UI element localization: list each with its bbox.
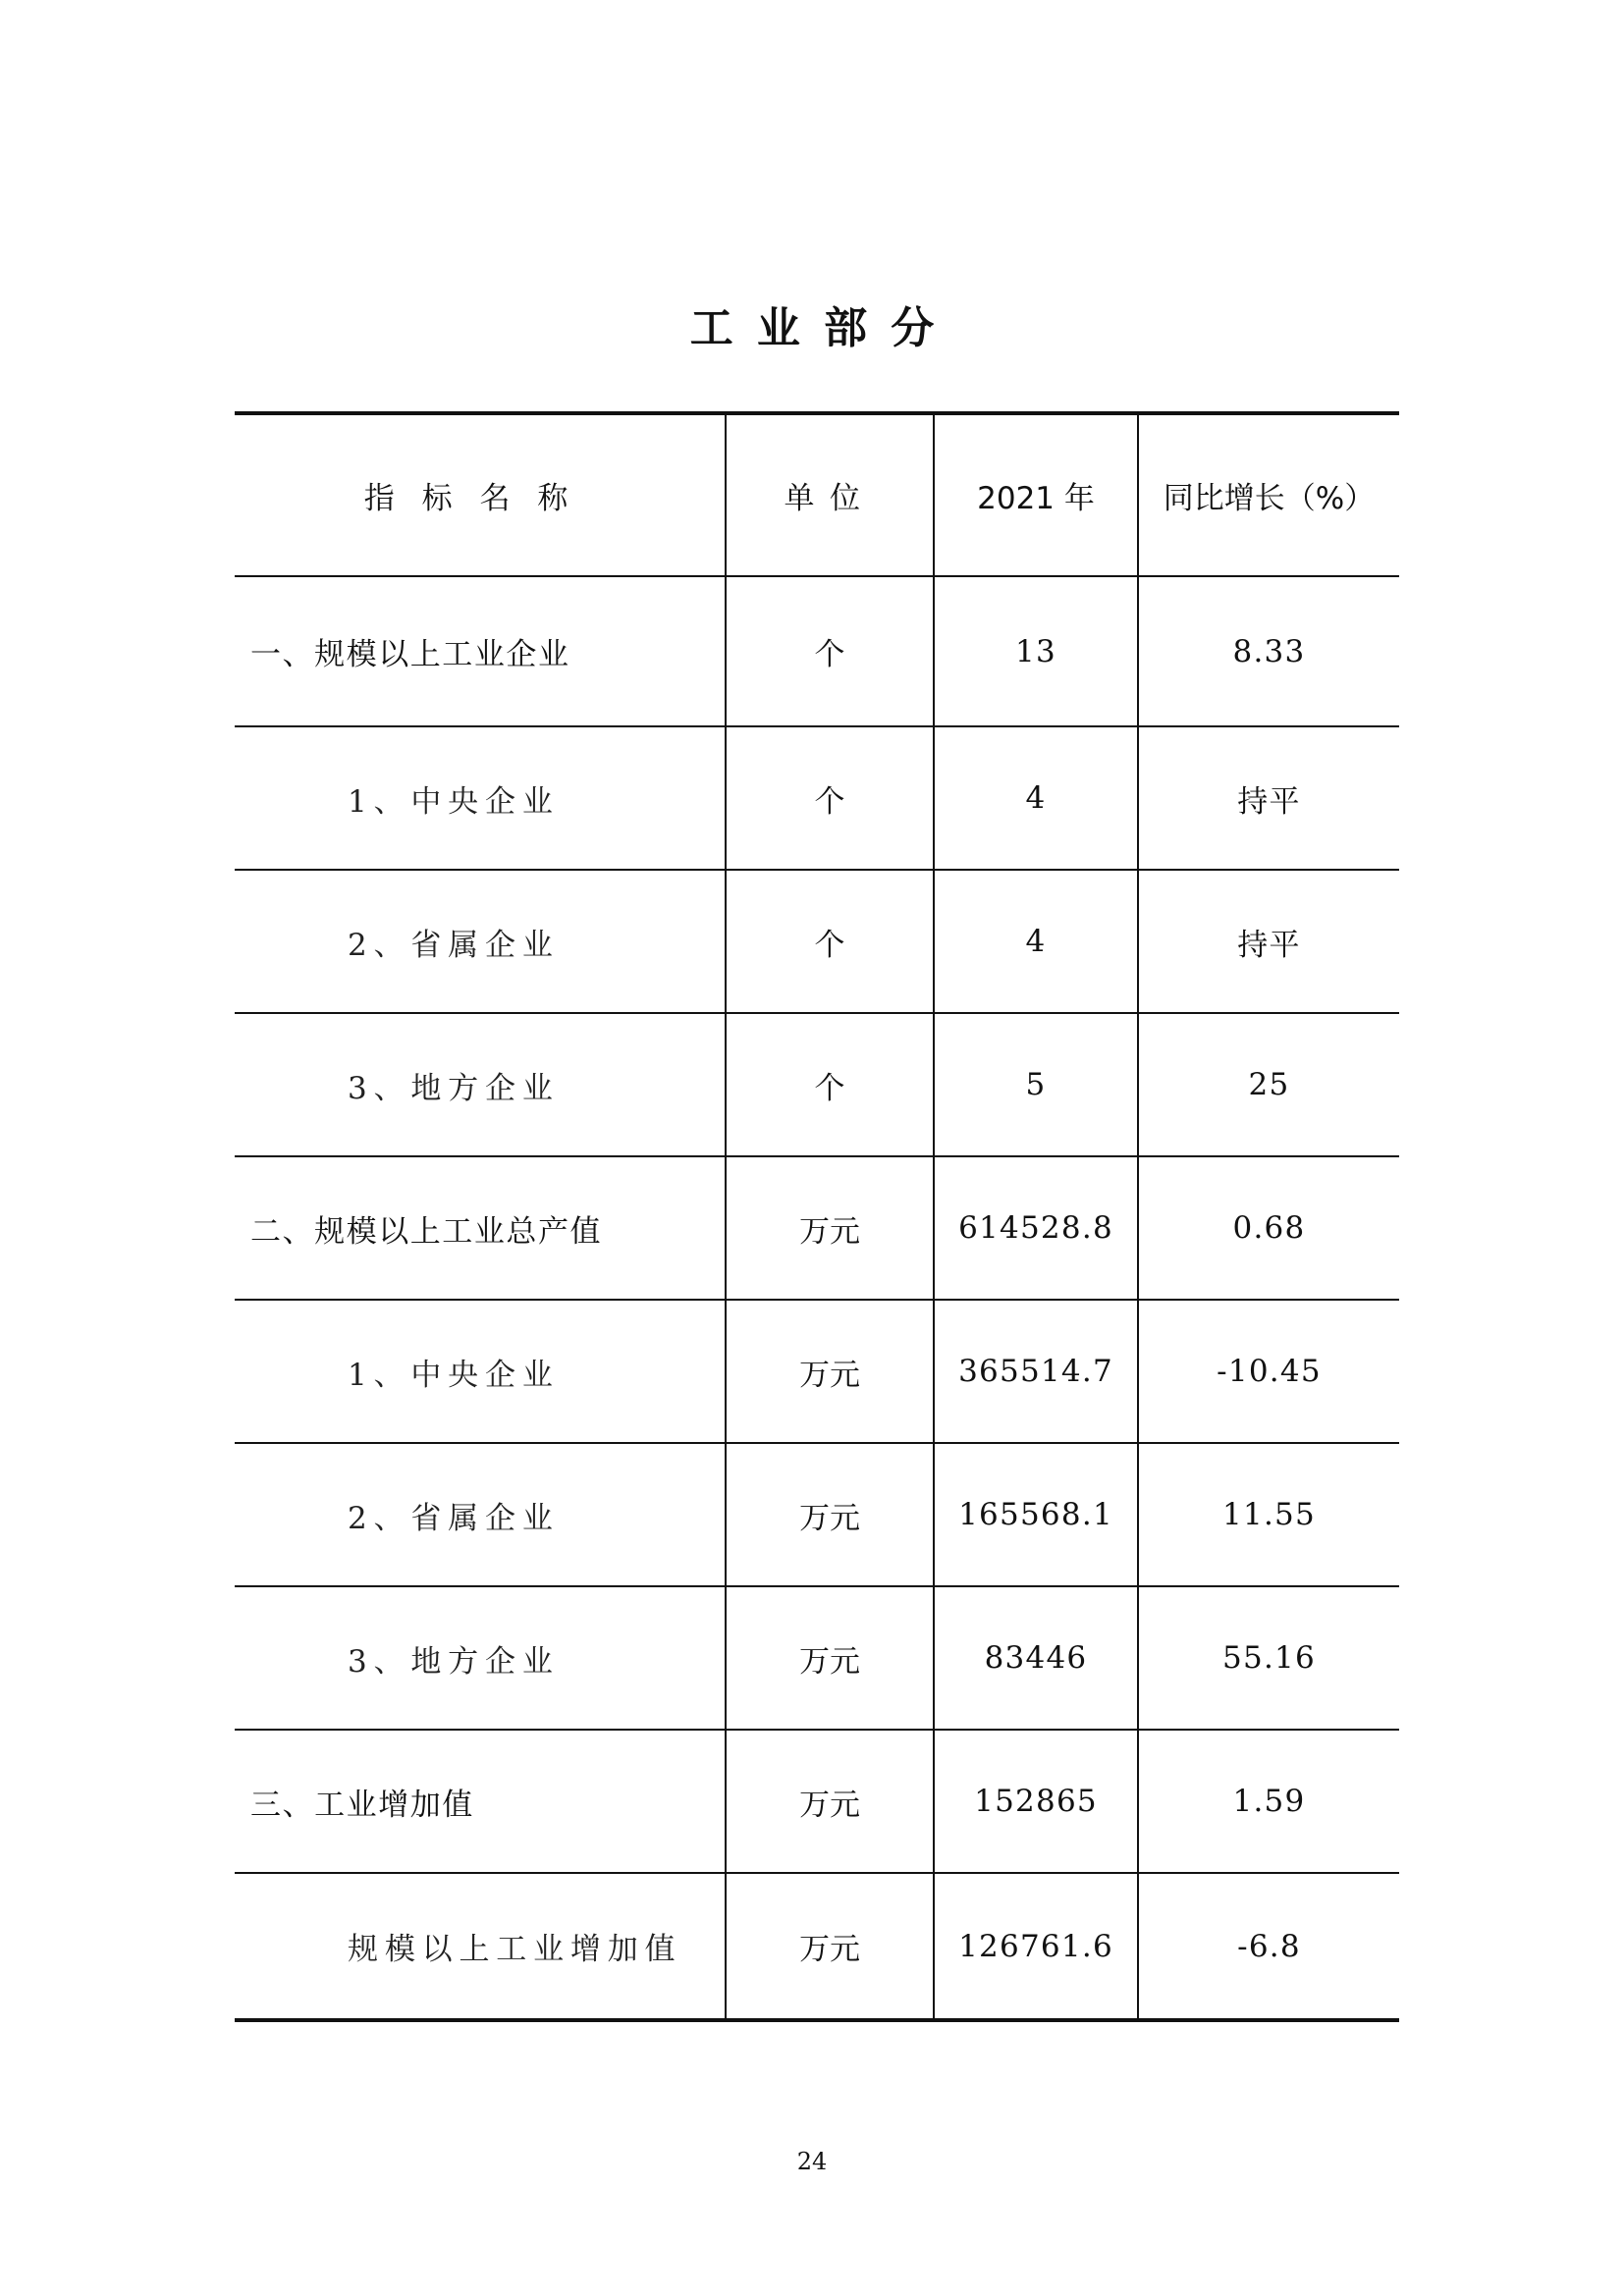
header-yoy-growth: 同比增长（%） (1138, 413, 1399, 576)
header-year-2021: 2021 年 (934, 413, 1138, 576)
table-row (235, 1873, 1399, 2020)
table-row (235, 1013, 1399, 1156)
unit-cell: 个 (726, 1013, 934, 1156)
value-cell: 83446 (934, 1586, 1138, 1730)
value-cell: 152865 (934, 1730, 1138, 1873)
value-cell: 13 (934, 576, 1138, 726)
indicator-name: 1、中央企业 (235, 726, 726, 870)
value-cell: 4 (934, 726, 1138, 870)
header-unit: 单位 (726, 413, 934, 576)
table-row (235, 870, 1399, 1013)
statistics-table (235, 411, 1399, 2022)
unit-cell: 个 (726, 576, 934, 726)
value-cell: 4 (934, 870, 1138, 1013)
unit-cell: 万元 (726, 1300, 934, 1443)
indicator-name: 规模以上工业增加值 (235, 1873, 726, 2020)
indicator-name: 3、地方企业 (235, 1013, 726, 1156)
indicator-name: 二、规模以上工业总产值 (235, 1156, 726, 1300)
unit-cell: 万元 (726, 1156, 934, 1300)
unit-cell: 万元 (726, 1443, 934, 1586)
growth-cell: 0.68 (1138, 1156, 1399, 1300)
value-cell: 614528.8 (934, 1156, 1138, 1300)
table-row (235, 1156, 1399, 1300)
indicator-name: 3、地方企业 (235, 1586, 726, 1730)
value-cell: 365514.7 (934, 1300, 1138, 1443)
page-number: 24 (796, 2148, 828, 2175)
growth-cell: 持平 (1138, 726, 1399, 870)
indicator-name: 2、省属企业 (235, 1443, 726, 1586)
table-row (235, 576, 1399, 726)
table-row (235, 1443, 1399, 1586)
table-header-row (235, 413, 1399, 576)
page-title: 工业部分 (689, 303, 958, 353)
unit-cell: 个 (726, 870, 934, 1013)
unit-cell: 万元 (726, 1873, 934, 2020)
unit-cell: 万元 (726, 1586, 934, 1730)
indicator-name: 一、规模以上工业企业 (235, 576, 726, 726)
indicator-name: 1、中央企业 (235, 1300, 726, 1443)
indicator-name: 2、省属企业 (235, 870, 726, 1013)
unit-cell: 万元 (726, 1730, 934, 1873)
growth-cell: -6.8 (1138, 1873, 1399, 2020)
table-row (235, 726, 1399, 870)
growth-cell: 11.55 (1138, 1443, 1399, 1586)
growth-cell: 1.59 (1138, 1730, 1399, 1873)
table-row (235, 1730, 1399, 1873)
value-cell: 165568.1 (934, 1443, 1138, 1586)
growth-cell: -10.45 (1138, 1300, 1399, 1443)
table-row (235, 1300, 1399, 1443)
value-cell: 126761.6 (934, 1873, 1138, 2020)
unit-cell: 个 (726, 726, 934, 870)
growth-cell: 持平 (1138, 870, 1399, 1013)
table-row (235, 1586, 1399, 1730)
growth-cell: 25 (1138, 1013, 1399, 1156)
header-indicator-name: 指标名称 (235, 413, 726, 576)
value-cell: 5 (934, 1013, 1138, 1156)
indicator-name: 三、工业增加值 (235, 1730, 726, 1873)
growth-cell: 8.33 (1138, 576, 1399, 726)
growth-cell: 55.16 (1138, 1586, 1399, 1730)
